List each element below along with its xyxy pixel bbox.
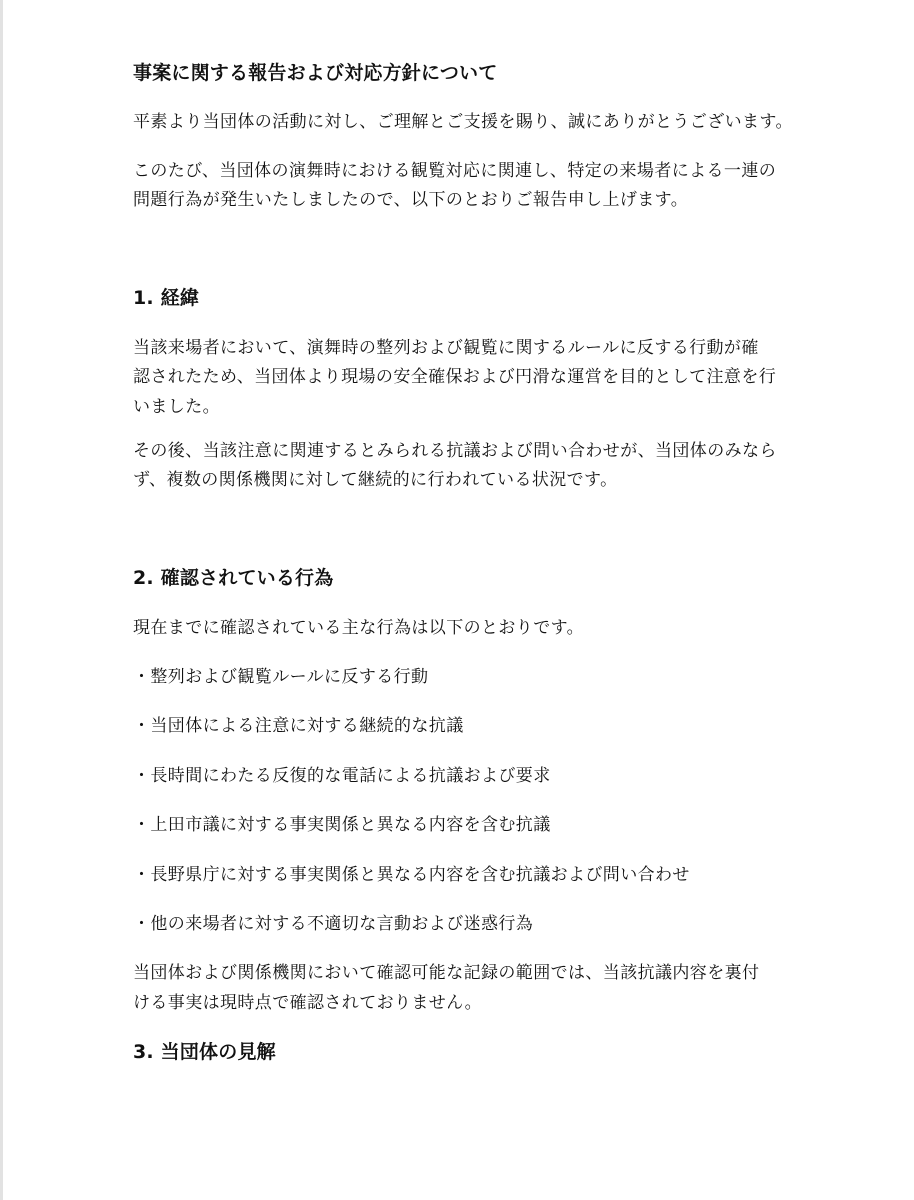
document-title: 事案に関する報告および対応方針について [133, 62, 498, 84]
list-item: ・他の来場者に対する不適切な言動および迷惑行為 [133, 914, 534, 934]
section2-closing-line-2: ける事実は現時点で確認されておりません。 [133, 993, 483, 1013]
page-edge [0, 0, 3, 1200]
intro-line-2: このたび、当団体の演舞時における観覧対応に関連し、特定の来場者による一連の [133, 161, 777, 181]
section1-para2-line-2: ず、複数の関係機関に対して継続的に行われている状況です。 [133, 470, 618, 490]
section1-para1-line-1: 当該来場者において、演舞時の整列および観覧に関するルールに反する行動が確 [133, 338, 759, 358]
list-item: ・長野県庁に対する事実関係と異なる内容を含む抗議および問い合わせ [133, 865, 690, 885]
list-item: ・上田市議に対する事実関係と異なる内容を含む抗議 [133, 815, 551, 835]
list-item: ・当団体による注意に対する継続的な抗議 [133, 716, 464, 736]
section3-heading: 3. 当団体の見解 [133, 1041, 276, 1063]
intro-line-1: 平素より当団体の活動に対し、ご理解とご支援を賜り、誠にありがとうございます。 [133, 112, 793, 132]
section2-closing-line-1: 当団体および関係機関において確認可能な記録の範囲では、当該抗議内容を裏付 [133, 963, 760, 983]
section2-heading: 2. 確認されている行為 [133, 567, 334, 589]
section1-para2-line-1: その後、当該注意に関連するとみられる抗議および問い合わせが、当団体のみなら [133, 441, 777, 461]
section1-heading: 1. 経緯 [133, 287, 200, 309]
list-item: ・長時間にわたる反復的な電話による抗議および要求 [133, 766, 551, 786]
section1-para1-line-2: 認されたため、当団体より現場の安全確保および円滑な運営を目的として注意を行 [133, 367, 777, 387]
list-item: ・整列および観覧ルールに反する行動 [133, 667, 429, 687]
section1-para1-line-3: いました。 [133, 397, 220, 417]
intro-line-3: 問題行為が発生いたしましたので、以下のとおりご報告申し上げます。 [133, 190, 689, 210]
section2-lead: 現在までに確認されている主な行為は以下のとおりです。 [133, 618, 585, 638]
